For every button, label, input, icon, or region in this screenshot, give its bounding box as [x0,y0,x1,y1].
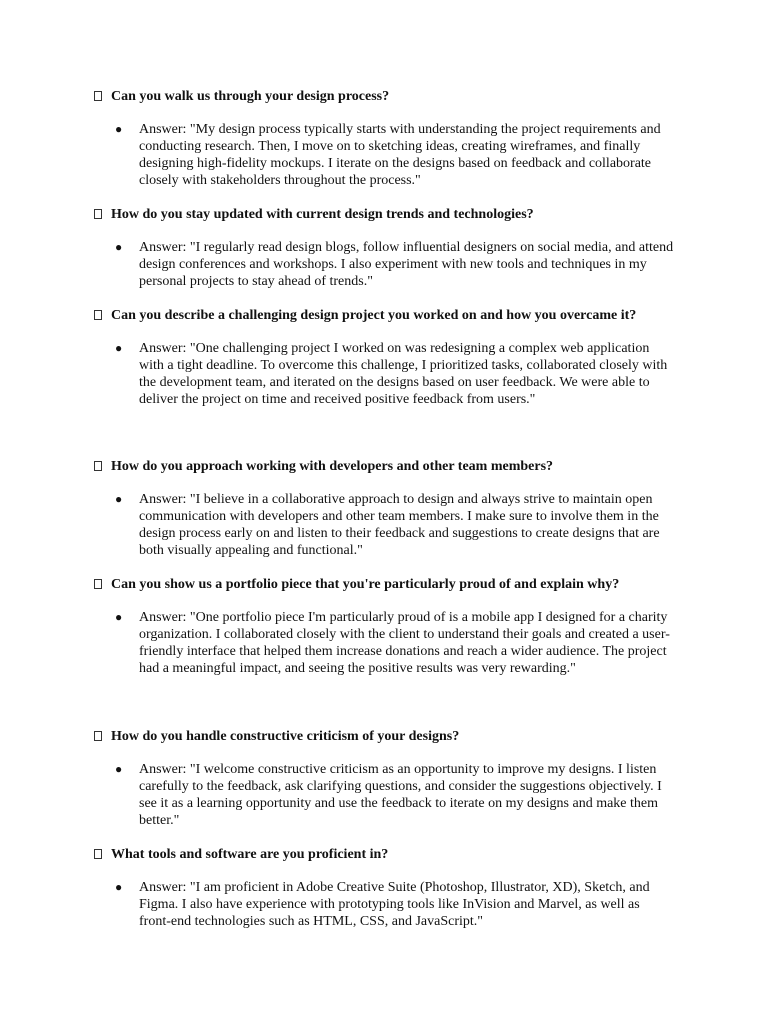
qa-item-1 [94,88,676,189]
answer-paragraph [115,239,675,290]
question-text: How do you approach working with developers and other team members? [111,459,554,474]
question-text: What tools and software are you proficient in? [111,847,389,862]
bullet-icon: ● [115,341,123,355]
answer-text: Answer: "I regularly read design blogs, follow influential designers on social media, and attend design conferences and workshops. I also experiment with new tools and techniques in my personal projects to stay ahead of trends." [139,240,674,289]
answer-text: Answer: "My design process typically starts with understanding the project requirements and conducting research. Then, I move on to sketching ideas, creating wireframes, and finally designing high-fidelity mockups. I iterate on the designs based on feedback and collaborate closely with stakeholders throughout the process." [139,122,661,188]
question-heading [94,576,676,593]
answer-paragraph [115,340,675,408]
question-text: Can you show us a portfolio piece that you're particularly proud of and explain why? [111,577,620,592]
bullet-icon: ● [115,610,123,624]
answer-paragraph [115,879,675,930]
bullet-icon: ● [115,122,123,136]
question-text: Can you describe a challenging design project you worked on and how you overcame it? [111,308,637,323]
checkbox-glyph-icon [94,91,102,101]
answer-paragraph [115,491,675,559]
question-heading [94,206,676,223]
question-heading [94,846,676,863]
answer-paragraph [115,761,675,829]
qa-item-6 [94,728,676,829]
qa-item-5 [94,576,676,677]
answer-paragraph [115,121,675,189]
checkbox-glyph-icon [94,310,102,320]
question-heading [94,307,676,324]
checkbox-glyph-icon [94,849,102,859]
checkbox-glyph-icon [94,731,102,741]
qa-item-4 [94,458,676,559]
qa-item-2 [94,206,676,290]
answer-text: Answer: "I believe in a collaborative approach to design and always strive to maintain open communication with developers and other team members. I make sure to involve them in the design process early on and listen to their feedback and suggestions to create designs that are both visually appealing and functional." [139,492,660,558]
answer-text: Answer: "One portfolio piece I'm particularly proud of is a mobile app I designed for a charity organization. I collaborated closely with the client to understand their goals and created a user-friendly interface that helped them increase donations and reach a wider audience. The project had a meaningful impact, and seeing the positive results was very rewarding." [139,610,670,676]
qa-item-7 [94,846,676,930]
question-text: How do you stay updated with current design trends and technologies? [111,207,534,222]
answer-text: Answer: "I am proficient in Adobe Creative Suite (Photoshop, Illustrator, XD), Sketch, and Figma. I also have experience with prototyping tools like InVision and Marvel, as well as front-end technologies such as HTML, CSS, and JavaScript." [139,880,650,929]
answer-text: Answer: "I welcome constructive criticism as an opportunity to improve my designs. I listen carefully to the feedback, ask clarifying questions, and consider the suggestions objectively. I see it as a learning opportunity and use the feedback to iterate on my designs and make them better." [139,762,662,828]
question-heading [94,88,676,105]
question-text: How do you handle constructive criticism of your designs? [111,729,460,744]
bullet-icon: ● [115,240,123,254]
question-heading [94,458,676,475]
qa-item-3 [94,307,676,408]
question-text: Can you walk us through your design process? [111,89,390,104]
bullet-icon: ● [115,492,123,506]
checkbox-glyph-icon [94,209,102,219]
checkbox-glyph-icon [94,579,102,589]
bullet-icon: ● [115,762,123,776]
answer-text: Answer: "One challenging project I worked on was redesigning a complex web application with a tight deadline. To overcome this challenge, I prioritized tasks, collaborated closely with the development team, and iterated on the designs based on user feedback. We were able to deliver the project on time and received positive feedback from users." [139,341,668,407]
question-heading [94,728,676,745]
checkbox-glyph-icon [94,461,102,471]
bullet-icon: ● [115,880,123,894]
answer-paragraph [115,609,675,677]
